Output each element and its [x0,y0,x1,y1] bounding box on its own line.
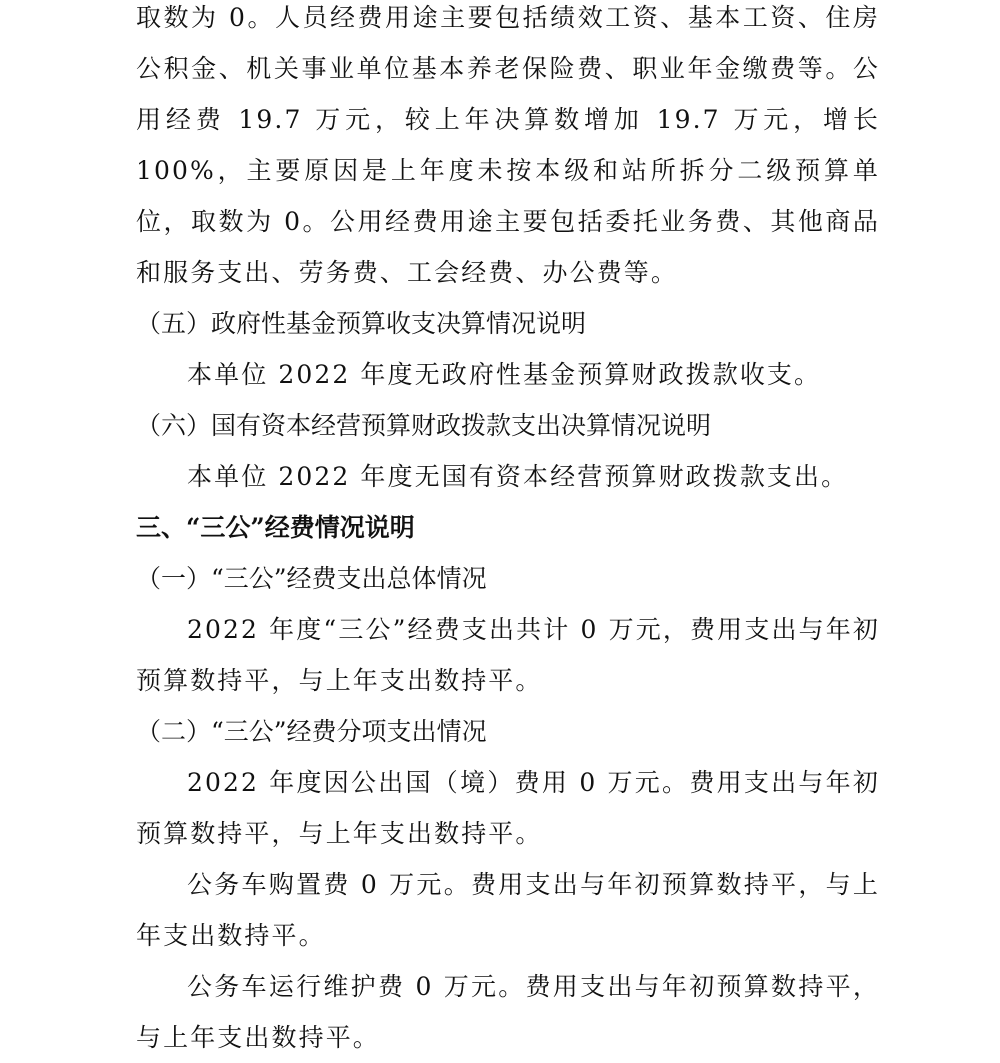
paragraph-personnel-and-public-expenses: 取数为 0。人员经费用途主要包括绩效工资、基本工资、住房公积金、机关事业单位基本养老保险费、职业年金缴费等。公用经费 19.7 万元，较上年决算数增加 19.7 万元，增长 100%，主要原因是上年度未按本级和站所拆分二级预算单位，取数为 0。公用经费用途主要包括委托业务费、其他商品和服务支出、劳务费、工会经费、办公费等。 [136,3,880,287]
paragraph-vehicle-maintenance: 公务车运行维护费 0 万元。费用支出与年初预算数持平，与上年支出数持平。 [136,972,880,1052]
heading-three-public-itemized: （二）“三公”经费分项支出情况 [136,717,487,746]
paragraph-government-fund-budget: 本单位 2022 年度无政府性基金预算财政拨款收支。 [187,360,822,389]
paragraph-state-capital-budget: 本单位 2022 年度无国有资本经营预算财政拨款支出。 [187,462,849,491]
paragraph-vehicle-purchase: 公务车购置费 0 万元。费用支出与年初预算数持平，与上年支出数持平。 [136,870,880,950]
heading-three-public-overall: （一）“三公”经费支出总体情况 [136,564,487,593]
heading-government-fund-budget: （五）政府性基金预算收支决算情况说明 [136,309,587,338]
paragraph-overseas-travel: 2022 年度因公出国（境）费用 0 万元。费用支出与年初预算数持平，与上年支出数持平。 [136,768,880,848]
heading-state-capital-budget: （六）国有资本经营预算财政拨款支出决算情况说明 [136,411,712,440]
paragraph-three-public-overall: 2022 年度“三公”经费支出共计 0 万元，费用支出与年初预算数持平，与上年支出数持平。 [136,615,880,695]
document-body [136,0,880,1063]
section-heading-three-public-expenses: 三、“三公”经费情况说明 [136,513,415,542]
